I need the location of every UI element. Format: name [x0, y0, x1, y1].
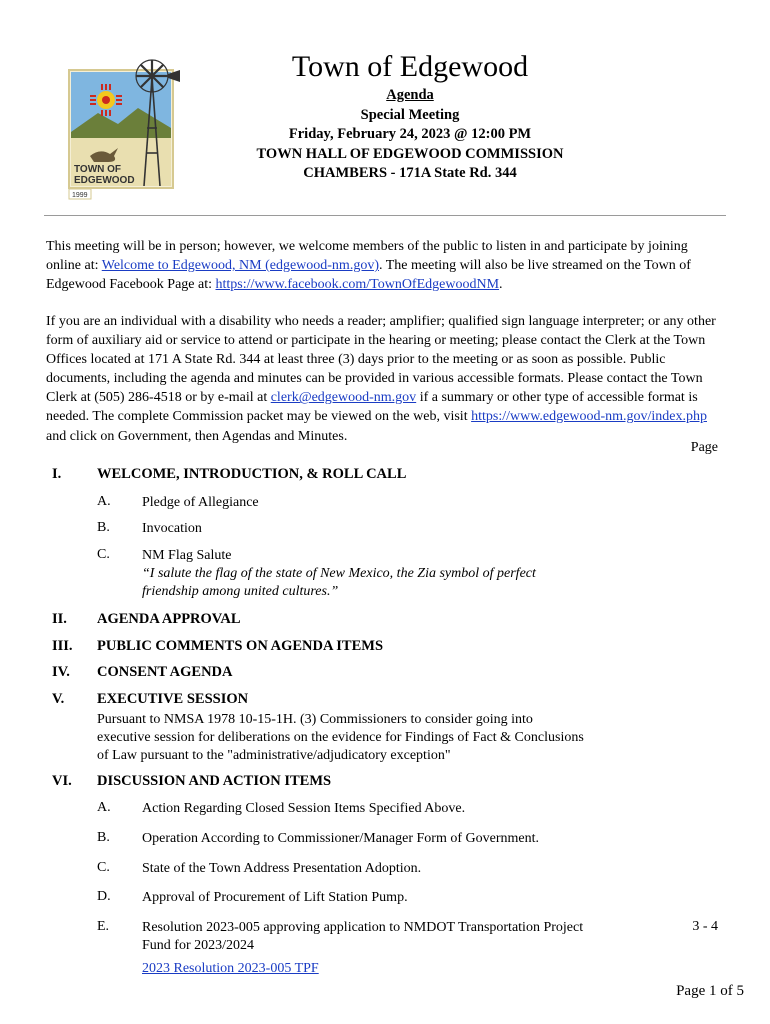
item-text: Action Regarding Closed Session Items Specified Above.	[142, 801, 466, 816]
item-letter: B.	[97, 520, 110, 535]
item-text: State of the Town Address Presentation Adoption.	[142, 861, 422, 876]
section-title: PUBLIC COMMENTS ON AGENDA ITEMS	[97, 638, 384, 654]
section-number: I.	[52, 466, 62, 482]
logo-text-2: EDGEWOOD	[74, 175, 135, 186]
item-text: NM Flag Salute “I salute the flag of the state of New Mexico, the Zia symbol of perfect friendship among united cultures.”	[142, 547, 642, 601]
item-letter: E.	[97, 919, 110, 934]
page-column-label: Page	[690, 440, 718, 455]
page-title: Town of Edgewood	[291, 50, 529, 83]
page-number: Page 1 of 5	[676, 983, 744, 999]
section-number: II.	[52, 611, 67, 627]
item-text: Approval of Procurement of Lift Station Pump.	[142, 890, 408, 905]
item-letter: B.	[97, 830, 110, 845]
facebook-link[interactable]: https://www.facebook.com/TownOfEdgewoodNM	[215, 277, 500, 293]
section-title: CONSENT AGENDA	[97, 664, 233, 680]
section-title: EXECUTIVE SESSION	[97, 691, 249, 707]
meeting-type: Special Meeting	[360, 106, 460, 123]
intro-paragraph-online: This meeting will be in person; however, we welcome members of the public to listen in and participate by joining online at: Welcome to Edgewood, NM (edgewood-nm.gov). The meeting will also be live streamed on the Town of Edgewood Facebook Page at: https://www.facebook.com/TownOfEdgewoodNM.	[46, 239, 691, 293]
item-page-range: 3 - 4	[692, 919, 718, 934]
executive-session-body: Pursuant to NMSA 1978 10-15-1H. (3) Commissioners to consider going into executive session for deliberations on the evidence for Findings of Fact & Conclusions of Law pursuant to the "administrative/adjudicatory exception"	[97, 712, 584, 763]
edgewood-website-link[interactable]: Welcome to Edgewood, NM (edgewood-nm.gov)	[101, 258, 379, 274]
section-title: DISCUSSION AND ACTION ITEMS	[97, 773, 332, 789]
agenda-index-link[interactable]: https://www.edgewood-nm.gov/index.php	[471, 409, 707, 425]
intro-paragraph-accessibility: If you are an individual with a disability who needs a reader; amplifier; qualified sign language interpreter; or any other form of auxiliary aid or service to attend or participate in the hearing or meeting; please contact the Clerk at the Town Offices located at 171 A State Rd. 344 at least three (3) days prior to the meeting or as soon as possible. Public documents, including the agenda and minutes can be provided in various accessible formats. Please contact the Town Clerk at (505) 286-4518 or by e-mail at clerk@edgewood-nm.gov if a summary or other type of accessible format is needed. The complete Commission packet may be viewed on the web, visit https://www.edgewood-nm.gov/index.php and click on Government, then Agendas and Minutes.	[46, 314, 716, 444]
meeting-location-1: TOWN HALL OF EDGEWOOD COMMISSION	[256, 145, 564, 162]
flag-salute-quote-2: friendship among united cultures.”	[142, 584, 339, 599]
flag-salute-quote-1: “I salute the flag of the state of New Mexico, the Zia symbol of perfect	[142, 566, 536, 581]
section-title: AGENDA APPROVAL	[97, 611, 241, 627]
clerk-email-link[interactable]: clerk@edgewood-nm.gov	[270, 390, 417, 406]
resolution-2023-005-link[interactable]: 2023 Resolution 2023-005 TPF	[142, 961, 319, 976]
meeting-header	[200, 86, 620, 184]
agenda-heading: Agenda	[386, 87, 434, 103]
item-letter: C.	[97, 547, 110, 562]
item-text: Operation According to Commissioner/Manager Form of Government.	[142, 831, 539, 846]
town-logo	[68, 58, 186, 200]
meeting-location-2: CHAMBERS - 171A State Rd. 344	[303, 165, 517, 182]
section-number: III.	[52, 638, 73, 654]
item-letter: C.	[97, 860, 110, 875]
item-letter: A.	[97, 494, 111, 509]
logo-text-1: TOWN OF	[74, 164, 122, 175]
section-title: WELCOME, INTRODUCTION, & ROLL CALL	[97, 466, 407, 482]
section-number: VI.	[52, 773, 72, 789]
item-text: Pledge of Allegiance	[142, 495, 259, 510]
meeting-datetime: Friday, February 24, 2023 @ 12:00 PM	[288, 126, 532, 143]
section-number: IV.	[52, 664, 70, 680]
logo-year: 1999	[72, 192, 88, 199]
item-text: Invocation	[142, 521, 202, 536]
item-letter: D.	[97, 889, 111, 904]
header-divider	[44, 215, 726, 216]
item-text: Resolution 2023-005 approving application to NMDOT Transportation Project Fund for 2023/2024 2023 Resolution 2023-005 TPF	[142, 920, 584, 976]
section-number: V.	[52, 691, 65, 707]
item-letter: A.	[97, 800, 111, 815]
